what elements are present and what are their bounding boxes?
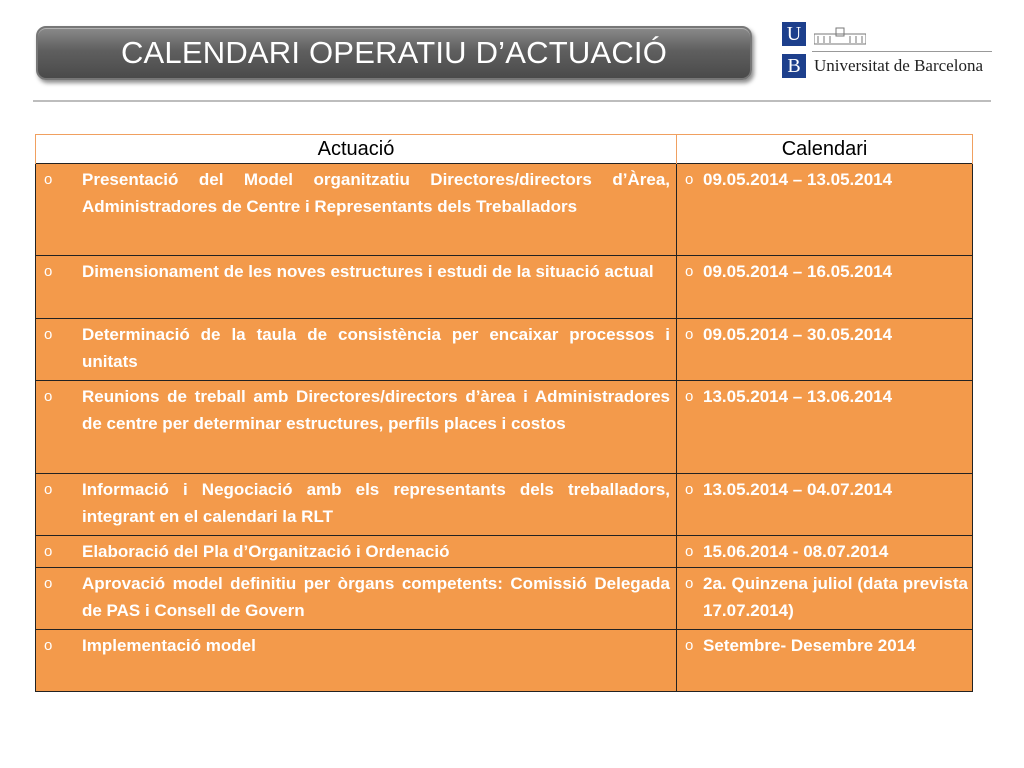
calendari-cell — [677, 630, 973, 692]
table-row — [36, 568, 973, 630]
calendari-cell — [677, 381, 973, 474]
logo-divider — [812, 51, 992, 52]
calendari-cell — [677, 164, 973, 256]
actuacio-text: Dimensionament de les noves estructures i estudi de la situació actual — [82, 262, 654, 281]
university-name: Universitat de Barcelona — [814, 56, 983, 75]
bullet-icon: o — [44, 326, 53, 343]
bullet-icon: o — [685, 481, 694, 498]
calendari-text: 13.05.2014 – 04.07.2014 — [703, 480, 893, 499]
bullet-icon: o — [44, 637, 53, 654]
table-header-row — [36, 135, 973, 164]
column-header-calendari: Calendari — [677, 135, 973, 164]
actuacio-cell — [36, 164, 677, 256]
page-title: CALENDARI OPERATIU D’ACTUACIÓ — [120, 35, 668, 70]
actuacio-text: Determinació de la taula de consistència per encaixar processos i unitats — [82, 325, 670, 371]
actuacio-cell — [36, 381, 677, 474]
logo-letter-u: U — [782, 22, 806, 46]
bullet-icon: o — [44, 481, 53, 498]
actuacio-text: Aprovació model definitiu per òrgans competents: Comissió Delegada de PAS i Consell de Govern — [82, 574, 670, 620]
table-row — [36, 319, 973, 381]
calendari-text: 09.05.2014 – 16.05.2014 — [703, 262, 893, 281]
actuacio-cell — [36, 319, 677, 381]
table-row — [36, 474, 973, 536]
bullet-icon: o — [44, 575, 53, 592]
university-logo — [780, 20, 994, 82]
bullet-icon: o — [44, 388, 53, 405]
bullet-icon: o — [685, 263, 694, 280]
calendari-text: 2a. Quinzena juliol (data prevista 17.07.2014) — [703, 574, 968, 620]
title-banner — [36, 26, 752, 80]
column-header-actuacio: Actuació — [36, 135, 677, 164]
table-row — [36, 536, 973, 568]
calendari-cell — [677, 474, 973, 536]
bullet-icon: o — [685, 637, 694, 654]
calendari-text: 15.06.2014 - 08.07.2014 — [703, 542, 889, 561]
actuacio-cell — [36, 474, 677, 536]
table-row — [36, 256, 973, 319]
actuacio-cell — [36, 630, 677, 692]
bullet-icon: o — [685, 575, 694, 592]
bullet-icon: o — [685, 543, 694, 560]
bullet-icon: o — [685, 388, 694, 405]
bullet-icon: o — [685, 326, 694, 343]
actuacio-text: Implementació model — [82, 636, 256, 655]
calendari-text: 13.05.2014 – 13.06.2014 — [703, 387, 893, 406]
calendar-table — [35, 134, 973, 692]
calendari-text: Setembre- Desembre 2014 — [703, 636, 916, 655]
actuacio-cell — [36, 536, 677, 568]
bullet-icon: o — [44, 263, 53, 280]
building-icon — [814, 26, 866, 46]
calendari-cell — [677, 536, 973, 568]
actuacio-cell — [36, 256, 677, 319]
table-row — [36, 164, 973, 256]
actuacio-text: Elaboració del Pla d’Organització i Ordenació — [82, 542, 450, 561]
bullet-icon: o — [44, 171, 53, 188]
actuacio-text: Presentació del Model organitzatiu Directores/directors d’Àrea, Administradores de Centre i Representants dels Treballadors — [82, 170, 670, 216]
header-divider — [33, 100, 991, 102]
calendari-text: 09.05.2014 – 30.05.2014 — [703, 325, 893, 344]
bullet-icon: o — [685, 171, 694, 188]
calendari-text: 09.05.2014 – 13.05.2014 — [703, 170, 893, 189]
actuacio-cell — [36, 568, 677, 630]
table-row — [36, 630, 973, 692]
calendari-cell — [677, 319, 973, 381]
actuacio-text: Informació i Negociació amb els representants dels treballadors, integrant en el calendari la RLT — [82, 480, 670, 526]
calendari-cell — [677, 568, 973, 630]
logo-letter-b: B — [782, 54, 806, 78]
bullet-icon: o — [44, 543, 53, 560]
table-row — [36, 381, 973, 474]
calendari-cell — [677, 256, 973, 319]
actuacio-text: Reunions de treball amb Directores/directors d’àrea i Administradores de centre per determinar estructures, perfils places i costos — [82, 387, 670, 433]
